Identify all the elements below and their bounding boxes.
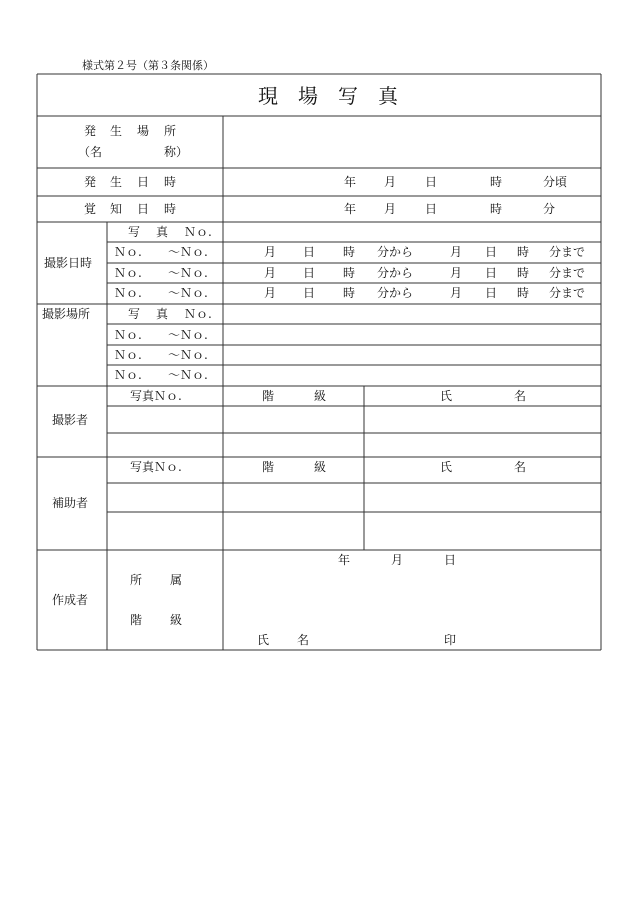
shoot-datetime-header: 写 (128, 225, 141, 239)
form-number: 様式第２号（第３条関係） (82, 59, 214, 72)
from-day: 日 (303, 245, 316, 259)
shoot-datetime-row-no: Ｎｏ. (114, 286, 142, 300)
location-label: 所 (164, 124, 177, 138)
creator-affiliation: 属 (170, 573, 183, 587)
to-day: 日 (485, 266, 498, 280)
occurrence-unit-minute: 分頃 (543, 175, 568, 189)
assistant-col-photo-no: 写真Ｎｏ. (130, 460, 182, 474)
to-month: 月 (450, 286, 463, 300)
title-char: 場 (298, 84, 318, 108)
to-day: 日 (485, 286, 498, 300)
to-day: 日 (485, 245, 498, 259)
photographer-label: 撮影者 (52, 413, 89, 427)
to-minute: 分まで (549, 266, 586, 280)
creator-seal: 印 (444, 633, 457, 647)
shoot-datetime-row-no: Ｎｏ. (114, 245, 142, 259)
occurrence-unit-year: 年 (344, 175, 357, 189)
from-day: 日 (303, 266, 316, 280)
title-char: 真 (378, 84, 398, 108)
to-minute: 分まで (549, 286, 586, 300)
from-minute: 分から (377, 286, 414, 300)
from-day: 日 (303, 286, 316, 300)
creator-date-month: 月 (391, 553, 404, 567)
to-minute: 分まで (549, 245, 586, 259)
location-label: 発 (84, 124, 97, 138)
to-hour: 時 (517, 286, 530, 300)
creator-name-label: 氏 (257, 633, 270, 647)
occurrence-unit-hour: 時 (490, 175, 503, 189)
awareness-unit-year: 年 (344, 202, 357, 216)
shoot-place-row-to: ～Ｎｏ. (168, 328, 208, 342)
creator-date-year: 年 (338, 553, 351, 567)
shoot-place-header: 写 (128, 307, 141, 321)
from-month: 月 (264, 286, 277, 300)
from-hour: 時 (343, 266, 356, 280)
shoot-datetime-label: 撮影日時 (44, 256, 93, 270)
to-hour: 時 (517, 266, 530, 280)
to-month: 月 (450, 245, 463, 259)
photographer-col-name: 氏 (440, 389, 453, 403)
assistant-col-rank: 級 (314, 460, 327, 474)
creator-date-day: 日 (444, 553, 457, 567)
from-hour: 時 (343, 245, 356, 259)
location-input[interactable] (224, 117, 600, 167)
occurrence-unit-month: 月 (384, 175, 397, 189)
assistant-col-rank: 階 (262, 460, 275, 474)
creator-name-label: 名 (297, 633, 310, 647)
shoot-place-row-to: ～Ｎｏ. (168, 368, 208, 382)
location-label-name-close: 称） (164, 145, 189, 159)
occurrence-label: 発 (84, 175, 97, 189)
shoot-place-header: 真 (156, 307, 169, 321)
location-label-name-open: （名 (78, 145, 103, 159)
shoot-place-row-no: Ｎｏ. (114, 348, 142, 362)
from-month: 月 (264, 266, 277, 280)
awareness-unit-minute: 分 (543, 202, 556, 216)
location-label: 生 (110, 124, 123, 138)
awareness-label: 覚 (84, 202, 97, 216)
title-char: 写 (338, 84, 358, 108)
shoot-place-header: Ｎｏ. (184, 307, 212, 321)
photographer-col-photo-no: 写真Ｎｏ. (130, 389, 182, 403)
awareness-unit-hour: 時 (490, 202, 503, 216)
awareness-unit-day: 日 (425, 202, 438, 216)
photographer-col-name: 名 (514, 389, 527, 403)
awareness-label: 時 (164, 202, 177, 216)
photographer-col-rank: 級 (314, 389, 327, 403)
from-month: 月 (264, 245, 277, 259)
creator-affiliation: 所 (130, 573, 143, 587)
photographer-col-rank: 階 (262, 389, 275, 403)
occurrence-label: 日 (137, 175, 150, 189)
shoot-datetime-header: Ｎｏ. (184, 225, 212, 239)
from-minute: 分から (377, 266, 414, 280)
creator-label: 作成者 (52, 593, 89, 607)
assistant-col-name: 氏 (440, 460, 453, 474)
awareness-label: 日 (137, 202, 150, 216)
shoot-datetime-row-to: ～Ｎｏ. (168, 286, 208, 300)
to-month: 月 (450, 266, 463, 280)
awareness-unit-month: 月 (384, 202, 397, 216)
location-label: 場 (137, 124, 150, 138)
shoot-place-label: 撮影場所 (42, 307, 91, 321)
shoot-place-row-no: Ｎｏ. (114, 368, 142, 382)
from-hour: 時 (343, 286, 356, 300)
to-hour: 時 (517, 245, 530, 259)
assistant-col-name: 名 (514, 460, 527, 474)
from-minute: 分から (377, 245, 414, 259)
shoot-datetime-row-no: Ｎｏ. (114, 266, 142, 280)
shoot-place-row-no: Ｎｏ. (114, 328, 142, 342)
occurrence-label: 時 (164, 175, 177, 189)
creator-rank: 級 (170, 613, 183, 627)
creator-rank: 階 (130, 613, 143, 627)
awareness-label: 知 (110, 202, 123, 216)
shoot-datetime-row-to: ～Ｎｏ. (168, 266, 208, 280)
occurrence-unit-day: 日 (425, 175, 438, 189)
shoot-place-row-to: ～Ｎｏ. (168, 348, 208, 362)
assistant-label: 補助者 (52, 496, 89, 510)
title-char: 現 (258, 84, 278, 108)
occurrence-label: 生 (110, 175, 123, 189)
shoot-datetime-row-to: ～Ｎｏ. (168, 245, 208, 259)
shoot-datetime-header: 真 (156, 225, 169, 239)
